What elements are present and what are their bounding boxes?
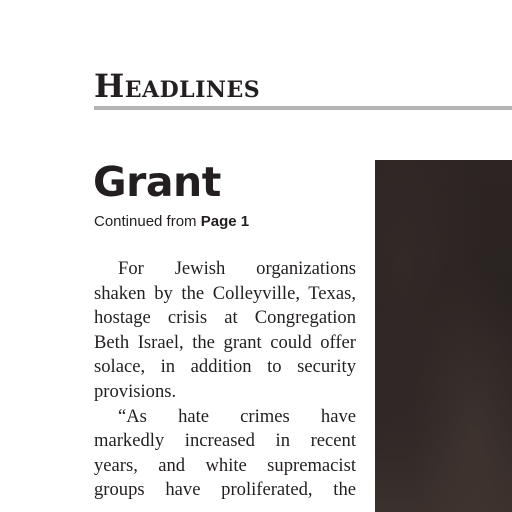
body-line: For Jewish organizations — [118, 258, 356, 279]
body-line: groups have proliferated, the — [94, 479, 356, 501]
paragraph-2 — [94, 405, 356, 503]
paragraph-1 — [94, 257, 356, 405]
body-line: solace, in addition to security — [94, 356, 356, 378]
article-body — [94, 257, 356, 503]
continued-page-ref: Page 1 — [200, 213, 250, 230]
body-line: shaken by the Colleyville, Texas, — [94, 282, 356, 304]
article-photo — [375, 160, 512, 512]
body-line: “As hate crimes have — [118, 405, 356, 427]
body-line: markedly increased in recent — [94, 430, 356, 452]
body-line: provisions. — [94, 380, 177, 402]
continued-from-line — [94, 212, 249, 232]
body-line: years, and white supremacist — [94, 454, 356, 476]
section-heading: Headlines — [94, 67, 261, 105]
continued-prefix: Continued from — [94, 213, 201, 230]
section-divider — [94, 106, 512, 110]
article-title: Grant — [93, 158, 221, 206]
body-line: Beth Israel, the grant could offer — [94, 331, 356, 353]
body-line: hostage crisis at Congregation — [94, 307, 356, 329]
